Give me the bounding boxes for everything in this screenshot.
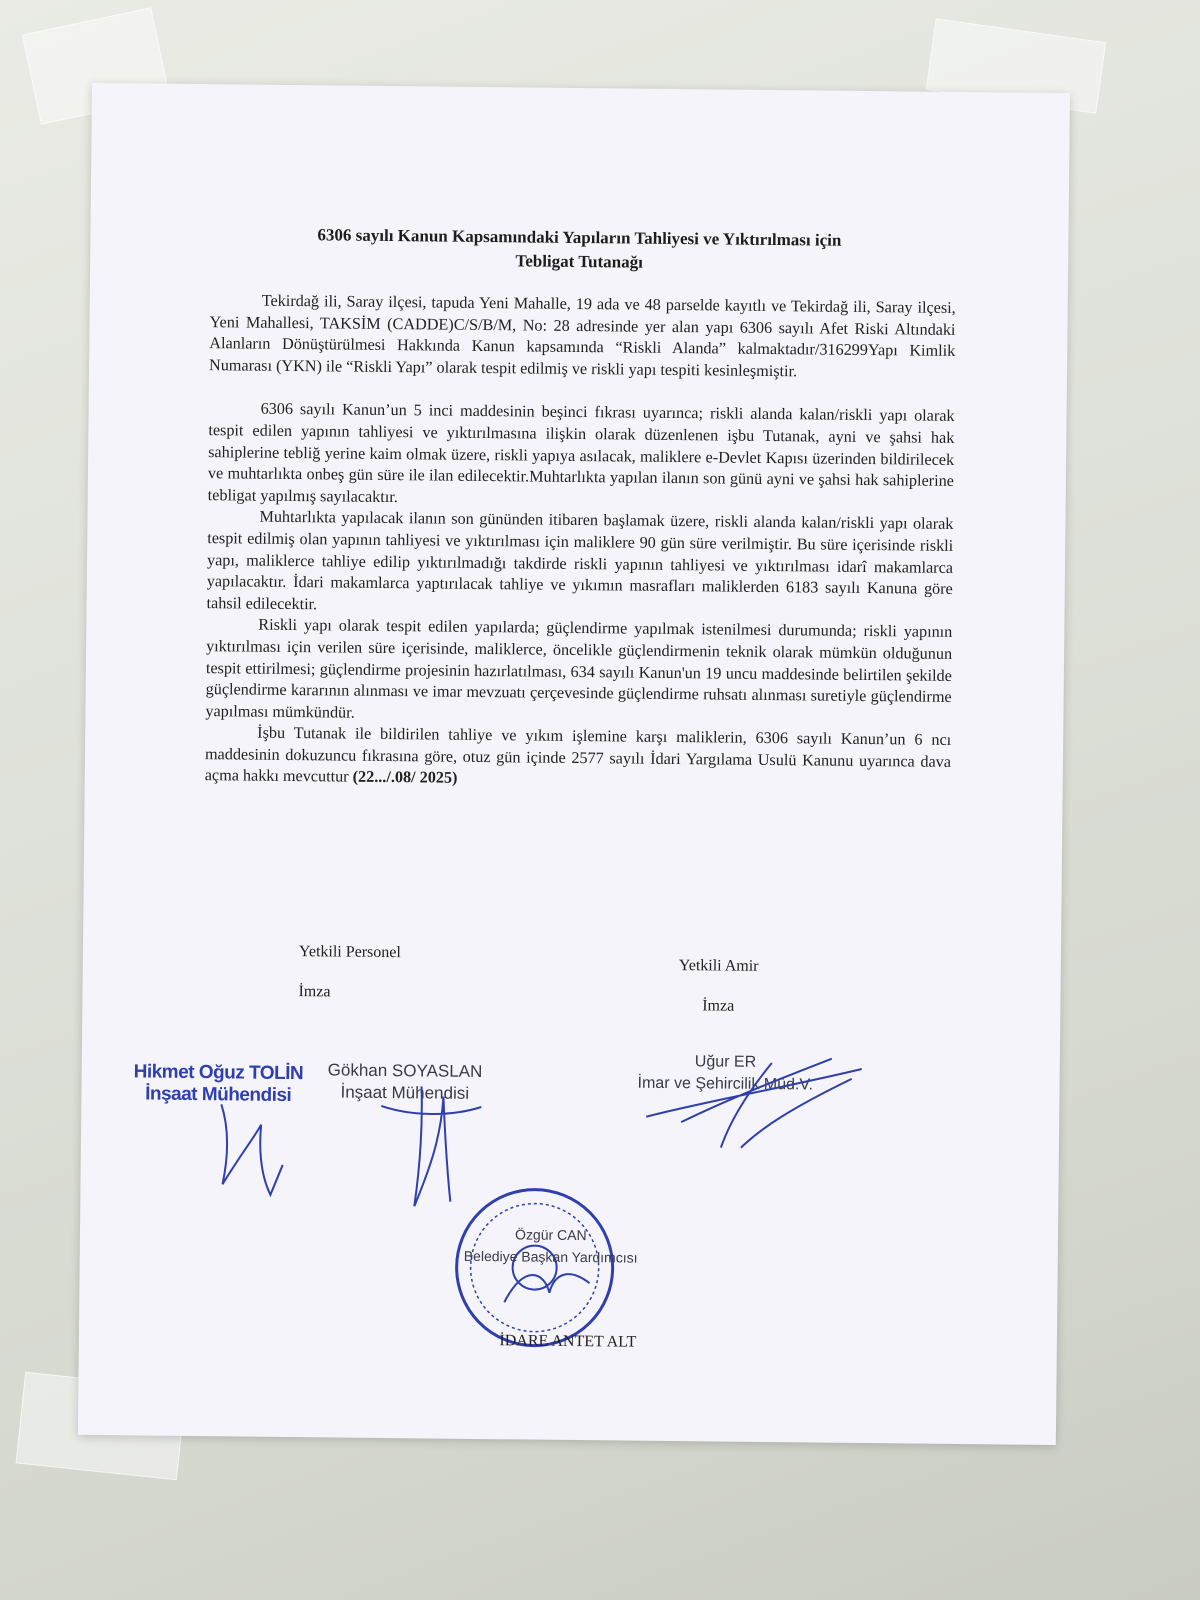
notice-paper bbox=[78, 83, 1070, 1445]
paragraph-4: Riskli yapı olarak tespit edilen yapılarda; güçlendirme yapılmak istenilmesi durumunda; riskli yapının yıktırılması için verilen süre içerisinde, maliklerce, öncelikle güçlendirmenin teknik olarak mümkün olduğunun tespit ettirilmesi; güçlendirme projesinin hazırlatılması, 634 sayılı Kanun'un 19 uncu maddesinde belirtilen şekilde güçlendirme kararının alınması ve imar mevzuatı çerçevesinde güçlendirme ruhsatı alınması suretiyle güçlendirme yapılması mümkündür. bbox=[205, 615, 953, 722]
personnel-sign-label: İmza bbox=[298, 983, 331, 1001]
document-title bbox=[180, 222, 978, 278]
manager-title: Yetkili Amir bbox=[678, 957, 759, 975]
personnel-signature-block bbox=[298, 943, 401, 1002]
title-line-2: Tebligat Tutanağı bbox=[515, 251, 643, 272]
stamp-soyaslan-name: Gökhan SOYASLAN bbox=[327, 1060, 483, 1082]
paragraph-1: Tekirdağ ili, Saray ilçesi, tapuda Yeni Mahalle, 19 ada ve 48 parselde kayıtlı ve Tekirdağ ili, Saray ilçesi, Yeni Mahallesi, TAKSİM (CADDE)C/S/B/M, No: 28 adresinde yer alan yapı 6306 sayılı Afet Riski Altındaki Alanların Dönüştürülmesi Hakkında Kanun kapsamında “Riskli Alanda” kalmaktadır/316299Yapı Kimlik Numarası (YKN) ile “Riskli Yapı” olarak tespit edilmiş ve riskli yapı tespiti kesinleşmiştir. bbox=[208, 291, 956, 381]
signature-tolin bbox=[200, 1094, 291, 1205]
manager-sign-label: İmza bbox=[702, 997, 735, 1015]
footer-label: İDARE ANTET ALT bbox=[499, 1332, 637, 1351]
title-line-1: 6306 sayılı Kanun Kapsamındaki Yapıların Tahliyesi ve Yıktırılması için bbox=[317, 225, 842, 250]
paragraph-3: Muhtarlıkta yapılacak ilanın son gününden itibaren başlamak üzere, riskli alanda kalan/riskli yapı olarak tespit edilmiş olan yapının tahliyesi ve yıktırılması için maliklere 90 gün süre verilmiştir. Bu süre içerisinde riskli yapı, maliklerce tahliye edilip yıktırılmadığı takdirde riskli yapının tahliyesi ve yıktırılması idarî makamlarca yapılacaktır. İdari makamlarca yaptırılacak tahliye ve yıkımın masrafları maliklerden 6183 sayılı Kanuna göre tahsil edilecektir. bbox=[206, 508, 954, 613]
document-body bbox=[205, 290, 956, 795]
handwritten-date: (22.../.08/ 2025) bbox=[352, 768, 458, 788]
stamp-soyaslan-role: İnşaat Mühendisi bbox=[340, 1082, 470, 1103]
stamp-can bbox=[464, 1223, 638, 1269]
stamp-can-role: Belediye Başkan Yardımcısı bbox=[463, 1247, 638, 1266]
stamp-can-name: Özgür CAN bbox=[515, 1226, 587, 1244]
paragraph-5 bbox=[205, 722, 952, 795]
signature-er bbox=[641, 1047, 872, 1159]
stamp-tolin-name: Hikmet Oğuz TOLİN bbox=[133, 1061, 304, 1085]
manager-signature-block bbox=[678, 957, 758, 1016]
stamp-er-role: İmar ve Şehircilik Müd.V. bbox=[637, 1074, 814, 1094]
personnel-title: Yetkili Personel bbox=[298, 943, 401, 962]
stamp-er-name: Uğur ER bbox=[694, 1053, 757, 1071]
stamp-tolin-role: İnşaat Mühendisi bbox=[145, 1083, 292, 1107]
paragraph-2: 6306 sayılı Kanun’un 5 inci maddesinin beşinci fıkrası uyarınca; riskli alanda kalan/riskli yapı olarak tespit edilen yapının tahliyesi ve yıktırılmasına ilişkin olarak düzenlenen işbu Tutanak, ayni ve şahsi hak sahiplerine tebliğ yerine kaim olmak üzere, riskli yapıya asılacak, maliklere e-Devlet Kapısı üzerinden bildirilecek ve muhtarlıkta onbeş gün süre ile ilan edilecektir.Muhtarlıkta yapılan ilanın son günü ayni ve şahsi hak sahiplerine tebligat yapılmış sayılacaktır. bbox=[207, 400, 955, 506]
paragraph-5-text: İşbu Tutanak ile bildirilen tahliye ve yıkım işlemine karşı maliklerin, 6306 sayılı Kanun’un 6 ncı maddesinin dokuzuncu fıkrasına göre, otuz gün içinde 2577 sayılı İdari Yargılama Usulü Kanunu uyarınca dava açma hakkı mevcuttur bbox=[204, 723, 952, 787]
